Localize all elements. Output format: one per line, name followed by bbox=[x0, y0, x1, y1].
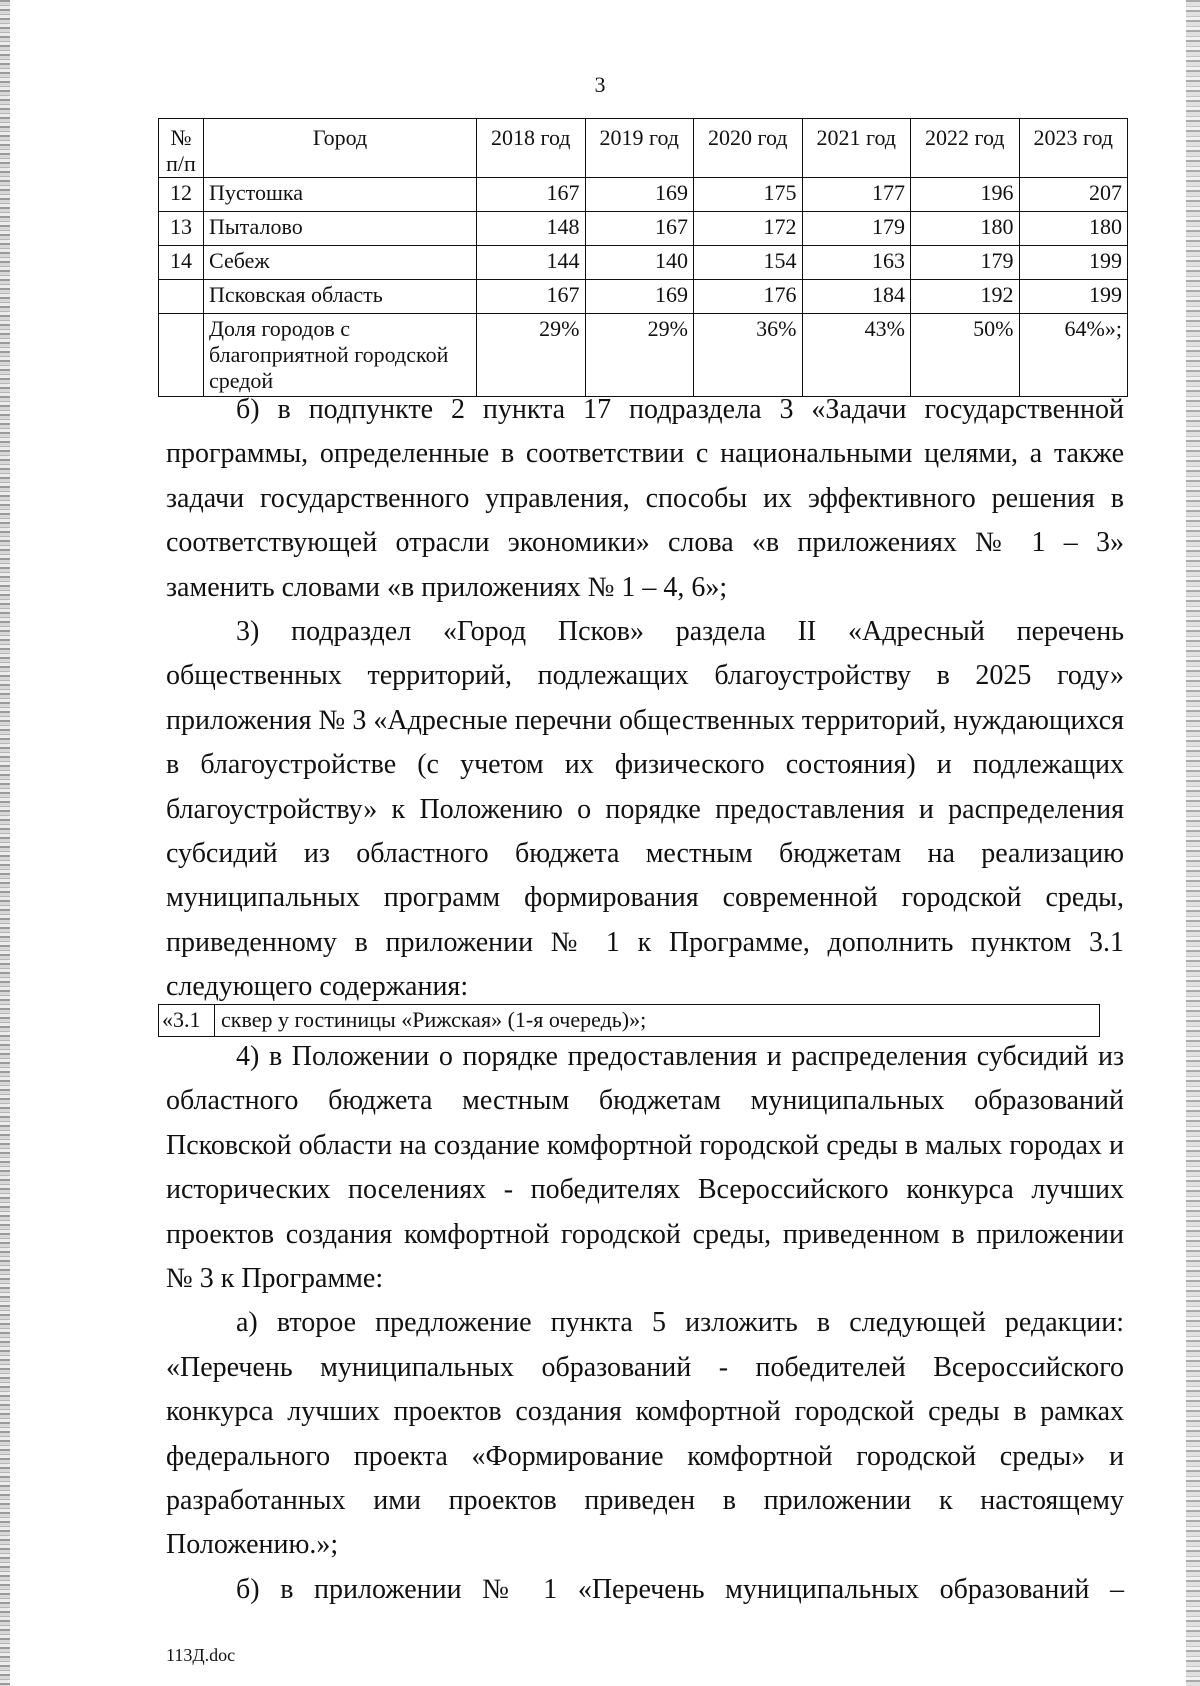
table-row bbox=[159, 246, 1128, 280]
row-value: 167 bbox=[477, 280, 586, 314]
header-city: Город bbox=[204, 119, 477, 178]
row-value: 64%»; bbox=[1019, 314, 1128, 397]
row-value: 179 bbox=[911, 246, 1020, 280]
row-value: 196 bbox=[911, 178, 1020, 212]
page-number: 3 bbox=[594, 72, 606, 97]
row-value: 180 bbox=[1019, 212, 1128, 246]
paragraph: 4) в Положении о порядке предоставления и распределения субсидий из областного бюджета местным бюджетам муниципальных образований Псковской области на создание комфортной городской среды в малых городах и исторических поселениях - победителях Всероссийского конкурса лучших проектов создания комфортной городской среды, приведенном в приложении № 3 к Программе: bbox=[166, 1041, 1124, 1295]
header-year: 2019 год bbox=[585, 119, 694, 178]
paragraph: б) в приложении № 1 «Перечень муниципальных образований – bbox=[236, 1573, 1124, 1605]
row-value: 184 bbox=[802, 280, 911, 314]
row-value: 179 bbox=[802, 212, 911, 246]
row-value: 199 bbox=[1019, 280, 1128, 314]
paragraph: б) в подпункте 2 пункта 17 подраздела 3 «Задачи государственной программы, определенные в соответствии с национальными целями, а также задачи государственного управления, способы их эффективного решения в соответствующей отрасли экономики» слова «в приложениях № 1 – 3» заменить словами «в приложениях № 1 – 4, 6»; bbox=[166, 394, 1124, 603]
row-city: Пыталово bbox=[204, 212, 477, 246]
row-city: Себеж bbox=[204, 246, 477, 280]
header-num: № п/п bbox=[159, 119, 204, 178]
row-value: 167 bbox=[477, 178, 586, 212]
table-row bbox=[159, 178, 1128, 212]
row-num: 14 bbox=[159, 246, 204, 280]
row-city: Доля городов с благоприятной городской средой bbox=[204, 314, 477, 397]
row-value: 29% bbox=[477, 314, 586, 397]
inserted-item-num: «3.1 bbox=[159, 1005, 215, 1036]
table-header-row bbox=[159, 119, 1128, 178]
header-year: 2022 год bbox=[911, 119, 1020, 178]
row-value: 144 bbox=[477, 246, 586, 280]
row-value: 50% bbox=[911, 314, 1020, 397]
row-value: 169 bbox=[585, 178, 694, 212]
header-year: 2020 год bbox=[694, 119, 803, 178]
text-block-lower bbox=[166, 1035, 1124, 1612]
row-value: 169 bbox=[585, 280, 694, 314]
row-value: 29% bbox=[585, 314, 694, 397]
row-value: 172 bbox=[694, 212, 803, 246]
row-value: 199 bbox=[1019, 246, 1128, 280]
paragraph: 3) подраздел «Город Псков» раздела II «Адресный перечень общественных территорий, подлежащих благоустройству в 2025 году» приложения № 3 «Адресные перечни общественных территорий, нуждающихся в благоустройстве (с учетом их физического состояния) и подлежащих благоустройству» к Положению о порядке предоставления и распределения субсидий из областного бюджета местным бюджетам на реализацию муниципальных программ формирования современной городской среды, приведенному в приложении № 1 к Программе, дополнить пунктом 3.1 следующего содержания: bbox=[166, 616, 1124, 1003]
header-year: 2023 год bbox=[1019, 119, 1128, 178]
row-value: 148 bbox=[477, 212, 586, 246]
table-row bbox=[159, 212, 1128, 246]
text-block-upper bbox=[166, 388, 1124, 1010]
header-year: 2021 год bbox=[802, 119, 911, 178]
row-value: 207 bbox=[1019, 178, 1128, 212]
row-value: 154 bbox=[694, 246, 803, 280]
file-name-footer: 113Д.doc bbox=[166, 1645, 236, 1665]
row-value: 43% bbox=[802, 314, 911, 397]
row-city: Пустошка bbox=[204, 178, 477, 212]
table-row bbox=[159, 314, 1128, 397]
row-value: 177 bbox=[802, 178, 911, 212]
row-num bbox=[159, 280, 204, 314]
table-row bbox=[159, 280, 1128, 314]
row-num bbox=[159, 314, 204, 397]
row-value: 36% bbox=[694, 314, 803, 397]
row-value: 140 bbox=[585, 246, 694, 280]
row-city: Псковская область bbox=[204, 280, 477, 314]
row-value: 163 bbox=[802, 246, 911, 280]
scan-edge-left bbox=[0, 0, 10, 1686]
paragraph: а) второе предложение пункта 5 изложить в следующей редакции: «Перечень муниципальных образований - победителей Всероссийского конкурса лучших проектов создания комфортной городской среды в рамках федерального проекта «Формирование комфортной городской среды» и разработанных ими проектов приведен в приложении к настоящему Положению.»; bbox=[166, 1307, 1124, 1561]
row-value: 167 bbox=[585, 212, 694, 246]
inserted-item-text: сквер у гостиницы «Рижская» (1-я очередь)»; bbox=[221, 1007, 647, 1032]
scan-edge-right bbox=[1186, 0, 1200, 1686]
row-value: 175 bbox=[694, 178, 803, 212]
row-value: 180 bbox=[911, 212, 1020, 246]
row-value: 176 bbox=[694, 280, 803, 314]
row-num: 12 bbox=[159, 178, 204, 212]
row-num: 13 bbox=[159, 212, 204, 246]
header-year: 2018 год bbox=[477, 119, 586, 178]
city-index-table bbox=[158, 118, 1128, 397]
row-value: 192 bbox=[911, 280, 1020, 314]
inserted-item-row bbox=[158, 1004, 1100, 1037]
